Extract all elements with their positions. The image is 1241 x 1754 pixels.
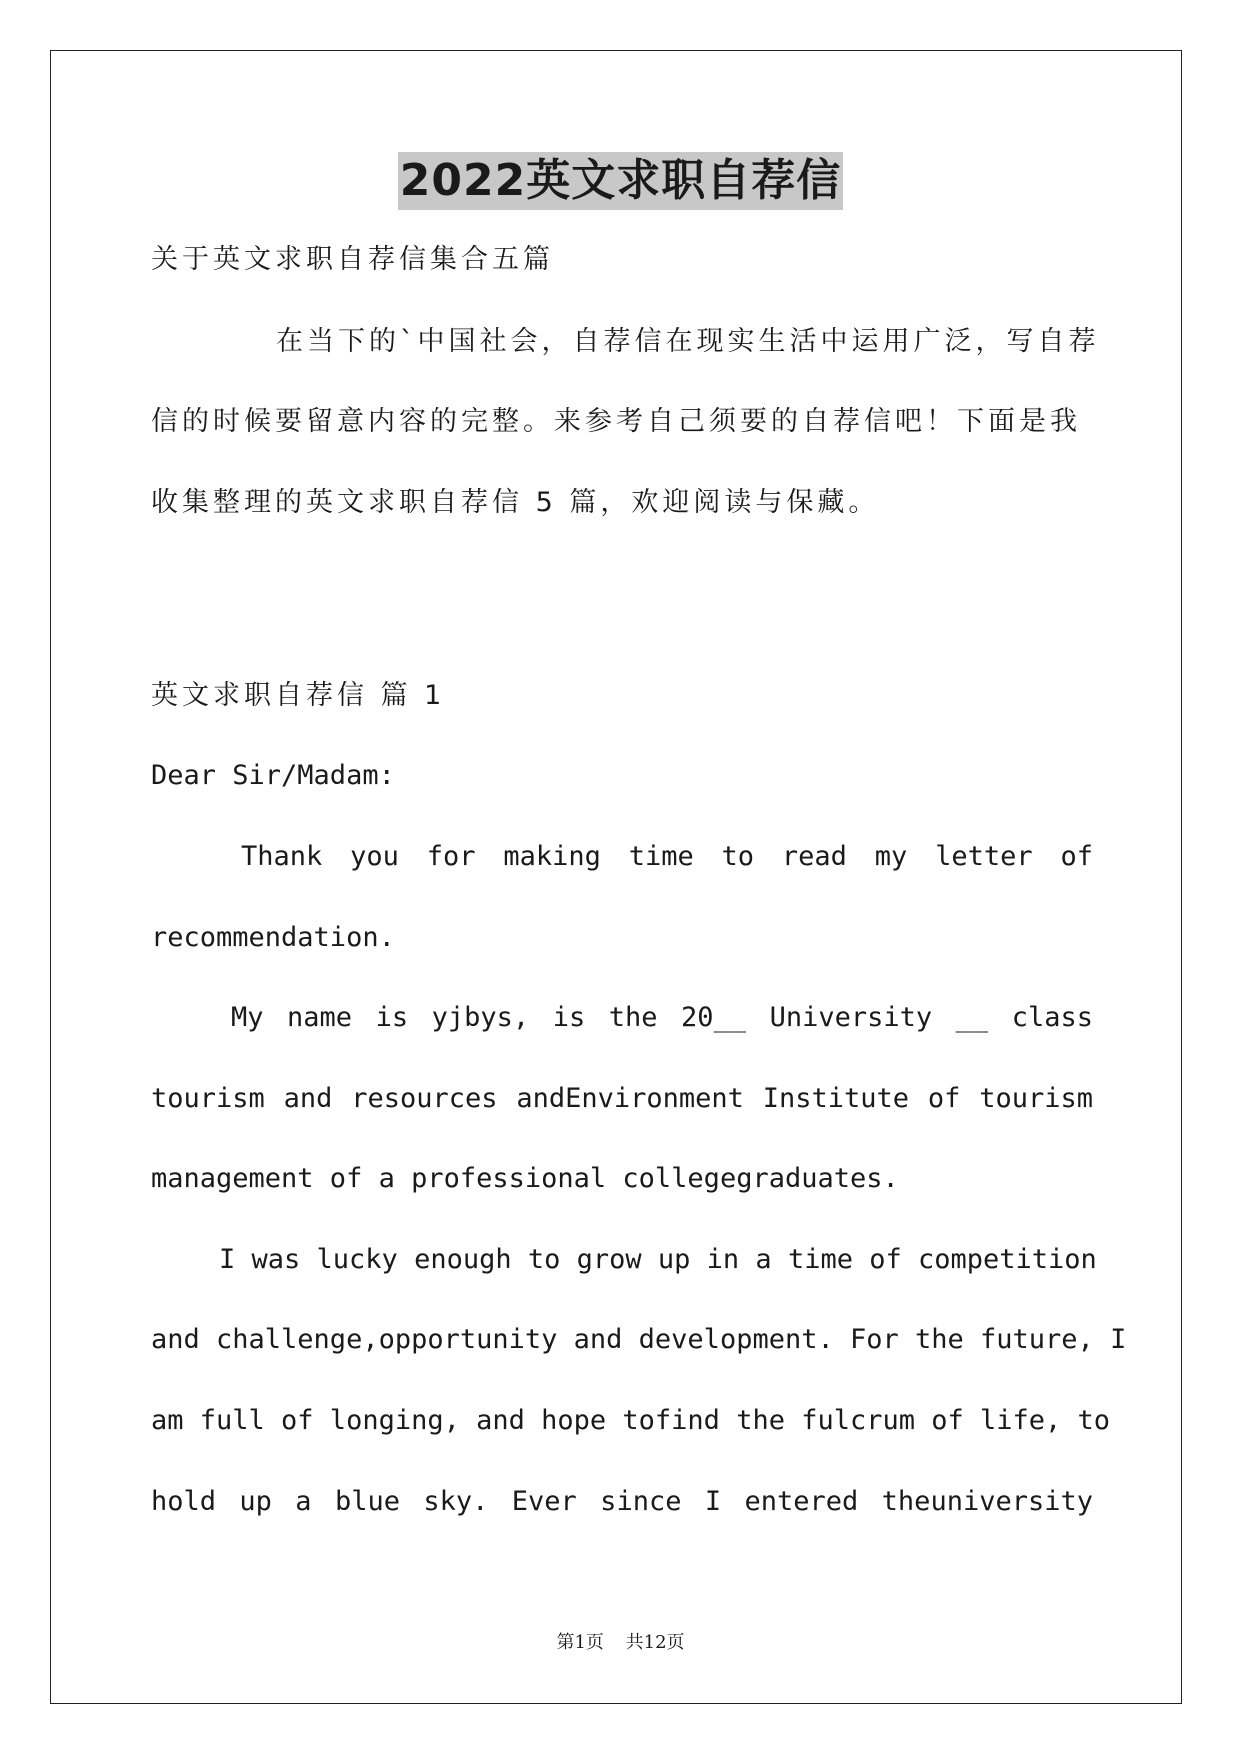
- intro-line-3: 收集整理的英文求职自荐信 5 篇，欢迎阅读与保藏。: [151, 487, 880, 518]
- body-line-7: and challenge,opportunity and development. For the future, I: [151, 1324, 1127, 1355]
- page-number-total: 共12页: [625, 1632, 685, 1653]
- title-wrap: [0, 152, 1241, 210]
- intro-line-2: 信的时候要留意内容的完整。来参考自己须要的自荐信吧！下面是我: [151, 406, 1081, 437]
- body-line-1: Thank you for making time to read my letter of: [241, 841, 1093, 872]
- body-line-3: My name is yjbys, is the 20__ University __ class: [231, 1002, 1093, 1033]
- body-line-2: recommendation.: [151, 922, 395, 953]
- intro-line-1: 在当下的`中国社会，自荐信在现实生活中运用广泛，写自荐: [276, 326, 1100, 357]
- page-frame: [50, 50, 1182, 1704]
- body-line-6: I was lucky enough to grow up in a time of competition: [219, 1244, 1097, 1275]
- document-title: 2022英文求职自荐信: [398, 152, 843, 210]
- body-line-9: hold up a blue sky. Ever since I entered theuniversity: [151, 1486, 1093, 1517]
- page-footer: [0, 1628, 1241, 1654]
- body-line-5: management of a professional collegegraduates.: [151, 1163, 899, 1194]
- section-heading: 英文求职自荐信 篇 1: [151, 680, 446, 711]
- salutation: Dear Sir/Madam:: [151, 760, 395, 791]
- page-number-current: 第1页: [556, 1632, 604, 1653]
- body-line-4: tourism and resources andEnvironment Institute of tourism: [151, 1083, 1093, 1114]
- body-line-8: am full of longing, and hope tofind the fulcrum of life, to: [151, 1405, 1111, 1436]
- document-subtitle: 关于英文求职自荐信集合五篇: [151, 244, 554, 275]
